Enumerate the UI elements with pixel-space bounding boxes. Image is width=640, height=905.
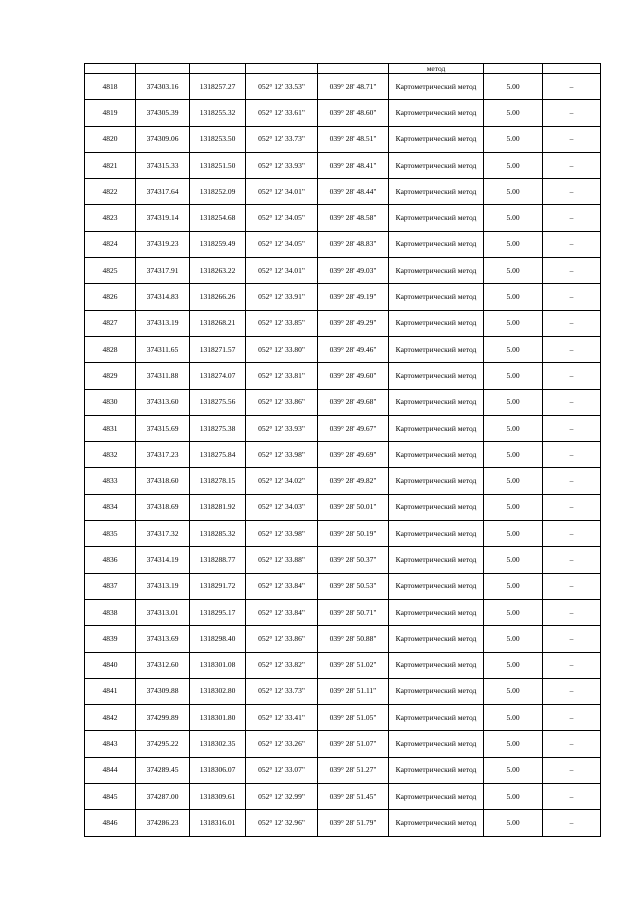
latitude-cell: 052° 12' 33.86" [246,389,318,415]
precision-cell: 5.00 [484,521,543,547]
y-coordinate-cell: 1318306.07 [190,757,246,783]
point-number-cell: 4844 [85,757,136,783]
y-coordinate-cell: 1318285.32 [190,521,246,547]
longitude-cell: 039° 28' 51.07" [318,731,389,757]
latitude-cell: 052° 12' 33.81" [246,363,318,389]
point-number-cell: 4821 [85,152,136,178]
latitude-cell: 052° 12' 33.91" [246,284,318,310]
note-cell: – [543,468,601,494]
note-cell: – [543,126,601,152]
precision-cell: 5.00 [484,731,543,757]
method-cell: Картометрический метод [389,126,484,152]
x-coordinate-cell: 374309.06 [136,126,190,152]
longitude-cell: 039° 28' 49.82" [318,468,389,494]
y-coordinate-cell: 1318302.35 [190,731,246,757]
longitude-cell: 039° 28' 50.37" [318,547,389,573]
x-coordinate-cell: 374318.60 [136,468,190,494]
note-cell: – [543,442,601,468]
table-row [85,284,601,310]
x-coordinate-cell: 374313.60 [136,389,190,415]
precision-cell: 5.00 [484,258,543,284]
point-number-cell: 4827 [85,310,136,336]
precision-cell: 5.00 [484,100,543,126]
method-cell: Картометрический метод [389,152,484,178]
method-cell: Картометрический метод [389,100,484,126]
precision-cell: 5.00 [484,468,543,494]
table-row [85,336,601,362]
note-cell: – [543,705,601,731]
note-cell: – [543,494,601,520]
x-coordinate-cell: 374319.14 [136,205,190,231]
table-row [85,74,601,100]
method-cell: Картометрический метод [389,205,484,231]
table-row [85,784,601,810]
latitude-cell: 052° 12' 33.07" [246,757,318,783]
precision-cell: 5.00 [484,547,543,573]
method-cell: Картометрический метод [389,521,484,547]
x-coordinate-cell: 374315.33 [136,152,190,178]
note-cell: – [543,757,601,783]
point-number-cell: 4833 [85,468,136,494]
note-cell: – [543,389,601,415]
precision-cell: 5.00 [484,152,543,178]
latitude-cell: 052° 12' 33.85" [246,310,318,336]
precision-cell: 5.00 [484,784,543,810]
y-coordinate-cell: 1318252.09 [190,179,246,205]
point-number-cell: 4820 [85,126,136,152]
note-cell: – [543,179,601,205]
longitude-cell: 039° 28' 51.05" [318,705,389,731]
y-coordinate-cell: 1318301.80 [190,705,246,731]
y-coordinate-cell: 1318281.92 [190,494,246,520]
x-coordinate-cell: 374314.19 [136,547,190,573]
note-cell: – [543,363,601,389]
y-coordinate-cell: 1318268.21 [190,310,246,336]
x-coordinate-cell: 374317.23 [136,442,190,468]
y-coordinate-cell: 1318259.49 [190,231,246,257]
latitude-cell: 052° 12' 32.99" [246,784,318,810]
point-number-cell: 4829 [85,363,136,389]
longitude-cell: 039° 28' 50.01" [318,494,389,520]
note-cell: – [543,547,601,573]
precision-cell: 5.00 [484,336,543,362]
table-row [85,547,601,573]
method-cell: Картометрический метод [389,705,484,731]
method-cell: Картометрический метод [389,442,484,468]
longitude-cell: 039° 28' 50.53" [318,573,389,599]
y-coordinate-cell: 1318255.32 [190,100,246,126]
table-row [85,363,601,389]
point-number-cell: 4830 [85,389,136,415]
x-coordinate-cell: 374313.01 [136,599,190,625]
point-number-cell: 4843 [85,731,136,757]
latitude-cell: 052° 12' 32.96" [246,810,318,836]
y-coordinate-cell: 1318274.07 [190,363,246,389]
table-row [85,599,601,625]
table-row [85,678,601,704]
longitude-cell: 039° 28' 48.83" [318,231,389,257]
point-number-cell: 4840 [85,652,136,678]
point-number-cell: 4835 [85,521,136,547]
note-cell: – [543,521,601,547]
y-coordinate-cell: 1318253.50 [190,126,246,152]
x-coordinate-cell: 374305.39 [136,100,190,126]
latitude-cell: 052° 12' 33.93" [246,152,318,178]
y-coordinate-cell: 1318251.50 [190,152,246,178]
longitude-cell: 039° 28' 49.60" [318,363,389,389]
note-cell: – [543,284,601,310]
precision-cell: 5.00 [484,415,543,441]
table-row [85,310,601,336]
method-cell: Картометрический метод [389,74,484,100]
note-cell: – [543,810,601,836]
point-number-cell: 4824 [85,231,136,257]
table-row [85,100,601,126]
precision-cell: 5.00 [484,363,543,389]
method-cell: Картометрический метод [389,468,484,494]
coordinates-table [84,63,601,837]
table-row [85,757,601,783]
precision-cell: 5.00 [484,652,543,678]
note-cell: – [543,310,601,336]
note-cell: – [543,415,601,441]
method-cell: Картометрический метод [389,652,484,678]
table-row [85,810,601,836]
y-coordinate-cell: 1318295.17 [190,599,246,625]
latitude-cell: 052° 12' 33.93" [246,415,318,441]
table-row [85,258,601,284]
point-number-cell: 4819 [85,100,136,126]
method-cell: Картометрический метод [389,731,484,757]
note-cell: – [543,152,601,178]
x-coordinate-cell: 374311.65 [136,336,190,362]
note-cell: – [543,678,601,704]
table-row [85,152,601,178]
note-cell: – [543,231,601,257]
method-cell: Картометрический метод [389,284,484,310]
y-coordinate-cell: 1318266.26 [190,284,246,310]
method-cell: Картометрический метод [389,810,484,836]
table-row [85,179,601,205]
method-cell: Картометрический метод [389,336,484,362]
point-number-cell: 4839 [85,626,136,652]
x-coordinate-cell: 374309.88 [136,678,190,704]
y-coordinate-cell: 1318291.72 [190,573,246,599]
y-coordinate-cell: 1318309.61 [190,784,246,810]
x-coordinate-cell: 374318.69 [136,494,190,520]
x-coordinate-cell: 374314.83 [136,284,190,310]
precision-cell: 5.00 [484,442,543,468]
method-cell: Картометрический метод [389,757,484,783]
precision-cell: 5.00 [484,626,543,652]
continued-row [85,64,601,74]
method-cell: Картометрический метод [389,573,484,599]
longitude-cell: 039° 28' 49.19" [318,284,389,310]
x-coordinate-cell: 374317.32 [136,521,190,547]
point-number-cell: 4818 [85,74,136,100]
latitude-cell: 052° 12' 33.88" [246,547,318,573]
precision-cell: 5.00 [484,757,543,783]
note-cell: – [543,258,601,284]
note-cell: – [543,100,601,126]
longitude-cell: 039° 28' 50.71" [318,599,389,625]
latitude-cell: 052° 12' 33.86" [246,626,318,652]
longitude-cell: 039° 28' 51.45" [318,784,389,810]
note-cell: – [543,573,601,599]
longitude-cell: 039° 28' 50.19" [318,521,389,547]
point-number-cell: 4841 [85,678,136,704]
x-coordinate-cell: 374287.00 [136,784,190,810]
y-coordinate-cell: 1318298.40 [190,626,246,652]
latitude-cell: 052° 12' 33.80" [246,336,318,362]
method-cell: Картометрический метод [389,547,484,573]
longitude-cell: 039° 28' 51.27" [318,757,389,783]
latitude-cell: 052° 12' 33.26" [246,731,318,757]
longitude-cell: 039° 28' 50.88" [318,626,389,652]
latitude-cell: 052° 12' 33.73" [246,126,318,152]
table-row [85,494,601,520]
latitude-cell: 052° 12' 34.05" [246,205,318,231]
note-cell: – [543,652,601,678]
latitude-cell: 052° 12' 34.03" [246,494,318,520]
x-coordinate-cell: 374311.88 [136,363,190,389]
table-row [85,389,601,415]
precision-cell: 5.00 [484,705,543,731]
point-number-cell: 4842 [85,705,136,731]
longitude-cell: 039° 28' 49.29" [318,310,389,336]
precision-cell: 5.00 [484,310,543,336]
latitude-cell: 052° 12' 33.98" [246,521,318,547]
point-number-cell: 4845 [85,784,136,810]
precision-cell: 5.00 [484,389,543,415]
note-cell: – [543,599,601,625]
precision-cell: 5.00 [484,205,543,231]
method-cell: Картометрический метод [389,415,484,441]
longitude-cell: 039° 28' 51.11" [318,678,389,704]
x-coordinate-cell: 374317.64 [136,179,190,205]
note-cell: – [543,784,601,810]
longitude-cell: 039° 28' 51.02" [318,652,389,678]
y-coordinate-cell: 1318301.08 [190,652,246,678]
latitude-cell: 052° 12' 33.53" [246,74,318,100]
table-row [85,231,601,257]
x-coordinate-cell: 374317.91 [136,258,190,284]
y-coordinate-cell: 1318316.01 [190,810,246,836]
table-row [85,442,601,468]
point-number-cell: 4834 [85,494,136,520]
table-row [85,521,601,547]
x-coordinate-cell: 374319.23 [136,231,190,257]
precision-cell: 5.00 [484,231,543,257]
longitude-cell: 039° 28' 48.51" [318,126,389,152]
x-coordinate-cell: 374313.19 [136,310,190,336]
latitude-cell: 052° 12' 33.61" [246,100,318,126]
longitude-cell: 039° 28' 49.46" [318,336,389,362]
method-cell: метод [389,64,484,74]
x-coordinate-cell: 374312.60 [136,652,190,678]
table-row [85,652,601,678]
precision-cell: 5.00 [484,74,543,100]
point-number-cell: 4826 [85,284,136,310]
precision-cell: 5.00 [484,810,543,836]
precision-cell: 5.00 [484,284,543,310]
y-coordinate-cell: 1318275.38 [190,415,246,441]
table-row [85,205,601,231]
y-coordinate-cell: 1318302.80 [190,678,246,704]
y-coordinate-cell: 1318278.15 [190,468,246,494]
point-number-cell: 4828 [85,336,136,362]
point-number-cell: 4822 [85,179,136,205]
point-number-cell: 4831 [85,415,136,441]
method-cell: Картометрический метод [389,494,484,520]
point-number-cell: 4836 [85,547,136,573]
latitude-cell: 052° 12' 33.82" [246,652,318,678]
precision-cell: 5.00 [484,126,543,152]
method-cell: Картометрический метод [389,310,484,336]
x-coordinate-cell: 374303.16 [136,74,190,100]
latitude-cell: 052° 12' 33.98" [246,442,318,468]
method-cell: Картометрический метод [389,363,484,389]
table-row [85,731,601,757]
x-coordinate-cell: 374289.45 [136,757,190,783]
y-coordinate-cell: 1318263.22 [190,258,246,284]
x-coordinate-cell: 374315.69 [136,415,190,441]
note-cell: – [543,336,601,362]
y-coordinate-cell: 1318271.57 [190,336,246,362]
y-coordinate-cell: 1318275.84 [190,442,246,468]
x-coordinate-cell: 374295.22 [136,731,190,757]
note-cell: – [543,74,601,100]
method-cell: Картометрический метод [389,389,484,415]
precision-cell: 5.00 [484,494,543,520]
table-row [85,573,601,599]
latitude-cell: 052° 12' 33.73" [246,678,318,704]
method-cell: Картометрический метод [389,258,484,284]
longitude-cell: 039° 28' 48.58" [318,205,389,231]
table-row [85,626,601,652]
longitude-cell: 039° 28' 48.71" [318,74,389,100]
point-number-cell: 4838 [85,599,136,625]
y-coordinate-cell: 1318257.27 [190,74,246,100]
longitude-cell: 039° 28' 48.44" [318,179,389,205]
y-coordinate-cell: 1318288.77 [190,547,246,573]
method-cell: Картометрический метод [389,179,484,205]
latitude-cell: 052° 12' 34.01" [246,258,318,284]
point-number-cell: 4823 [85,205,136,231]
longitude-cell: 039° 28' 49.68" [318,389,389,415]
latitude-cell: 052° 12' 34.01" [246,179,318,205]
latitude-cell: 052° 12' 33.84" [246,599,318,625]
x-coordinate-cell: 374313.19 [136,573,190,599]
method-cell: Картометрический метод [389,626,484,652]
precision-cell: 5.00 [484,678,543,704]
x-coordinate-cell: 374313.69 [136,626,190,652]
table-row [85,468,601,494]
longitude-cell: 039° 28' 49.03" [318,258,389,284]
y-coordinate-cell: 1318254.68 [190,205,246,231]
method-cell: Картометрический метод [389,678,484,704]
method-cell: Картометрический метод [389,599,484,625]
method-cell: Картометрический метод [389,231,484,257]
precision-cell: 5.00 [484,599,543,625]
longitude-cell: 039° 28' 48.60" [318,100,389,126]
x-coordinate-cell: 374299.89 [136,705,190,731]
note-cell: – [543,731,601,757]
table-row [85,415,601,441]
point-number-cell: 4837 [85,573,136,599]
note-cell: – [543,626,601,652]
latitude-cell: 052° 12' 34.05" [246,231,318,257]
x-coordinate-cell: 374286.23 [136,810,190,836]
precision-cell: 5.00 [484,573,543,599]
table-row [85,126,601,152]
longitude-cell: 039° 28' 49.67" [318,415,389,441]
note-cell: – [543,205,601,231]
longitude-cell: 039° 28' 51.79" [318,810,389,836]
point-number-cell: 4846 [85,810,136,836]
method-cell: Картометрический метод [389,784,484,810]
precision-cell: 5.00 [484,179,543,205]
longitude-cell: 039° 28' 49.69" [318,442,389,468]
table-row [85,705,601,731]
latitude-cell: 052° 12' 33.41" [246,705,318,731]
y-coordinate-cell: 1318275.56 [190,389,246,415]
latitude-cell: 052° 12' 33.84" [246,573,318,599]
longitude-cell: 039° 28' 48.41" [318,152,389,178]
point-number-cell: 4832 [85,442,136,468]
point-number-cell: 4825 [85,258,136,284]
latitude-cell: 052° 12' 34.02" [246,468,318,494]
